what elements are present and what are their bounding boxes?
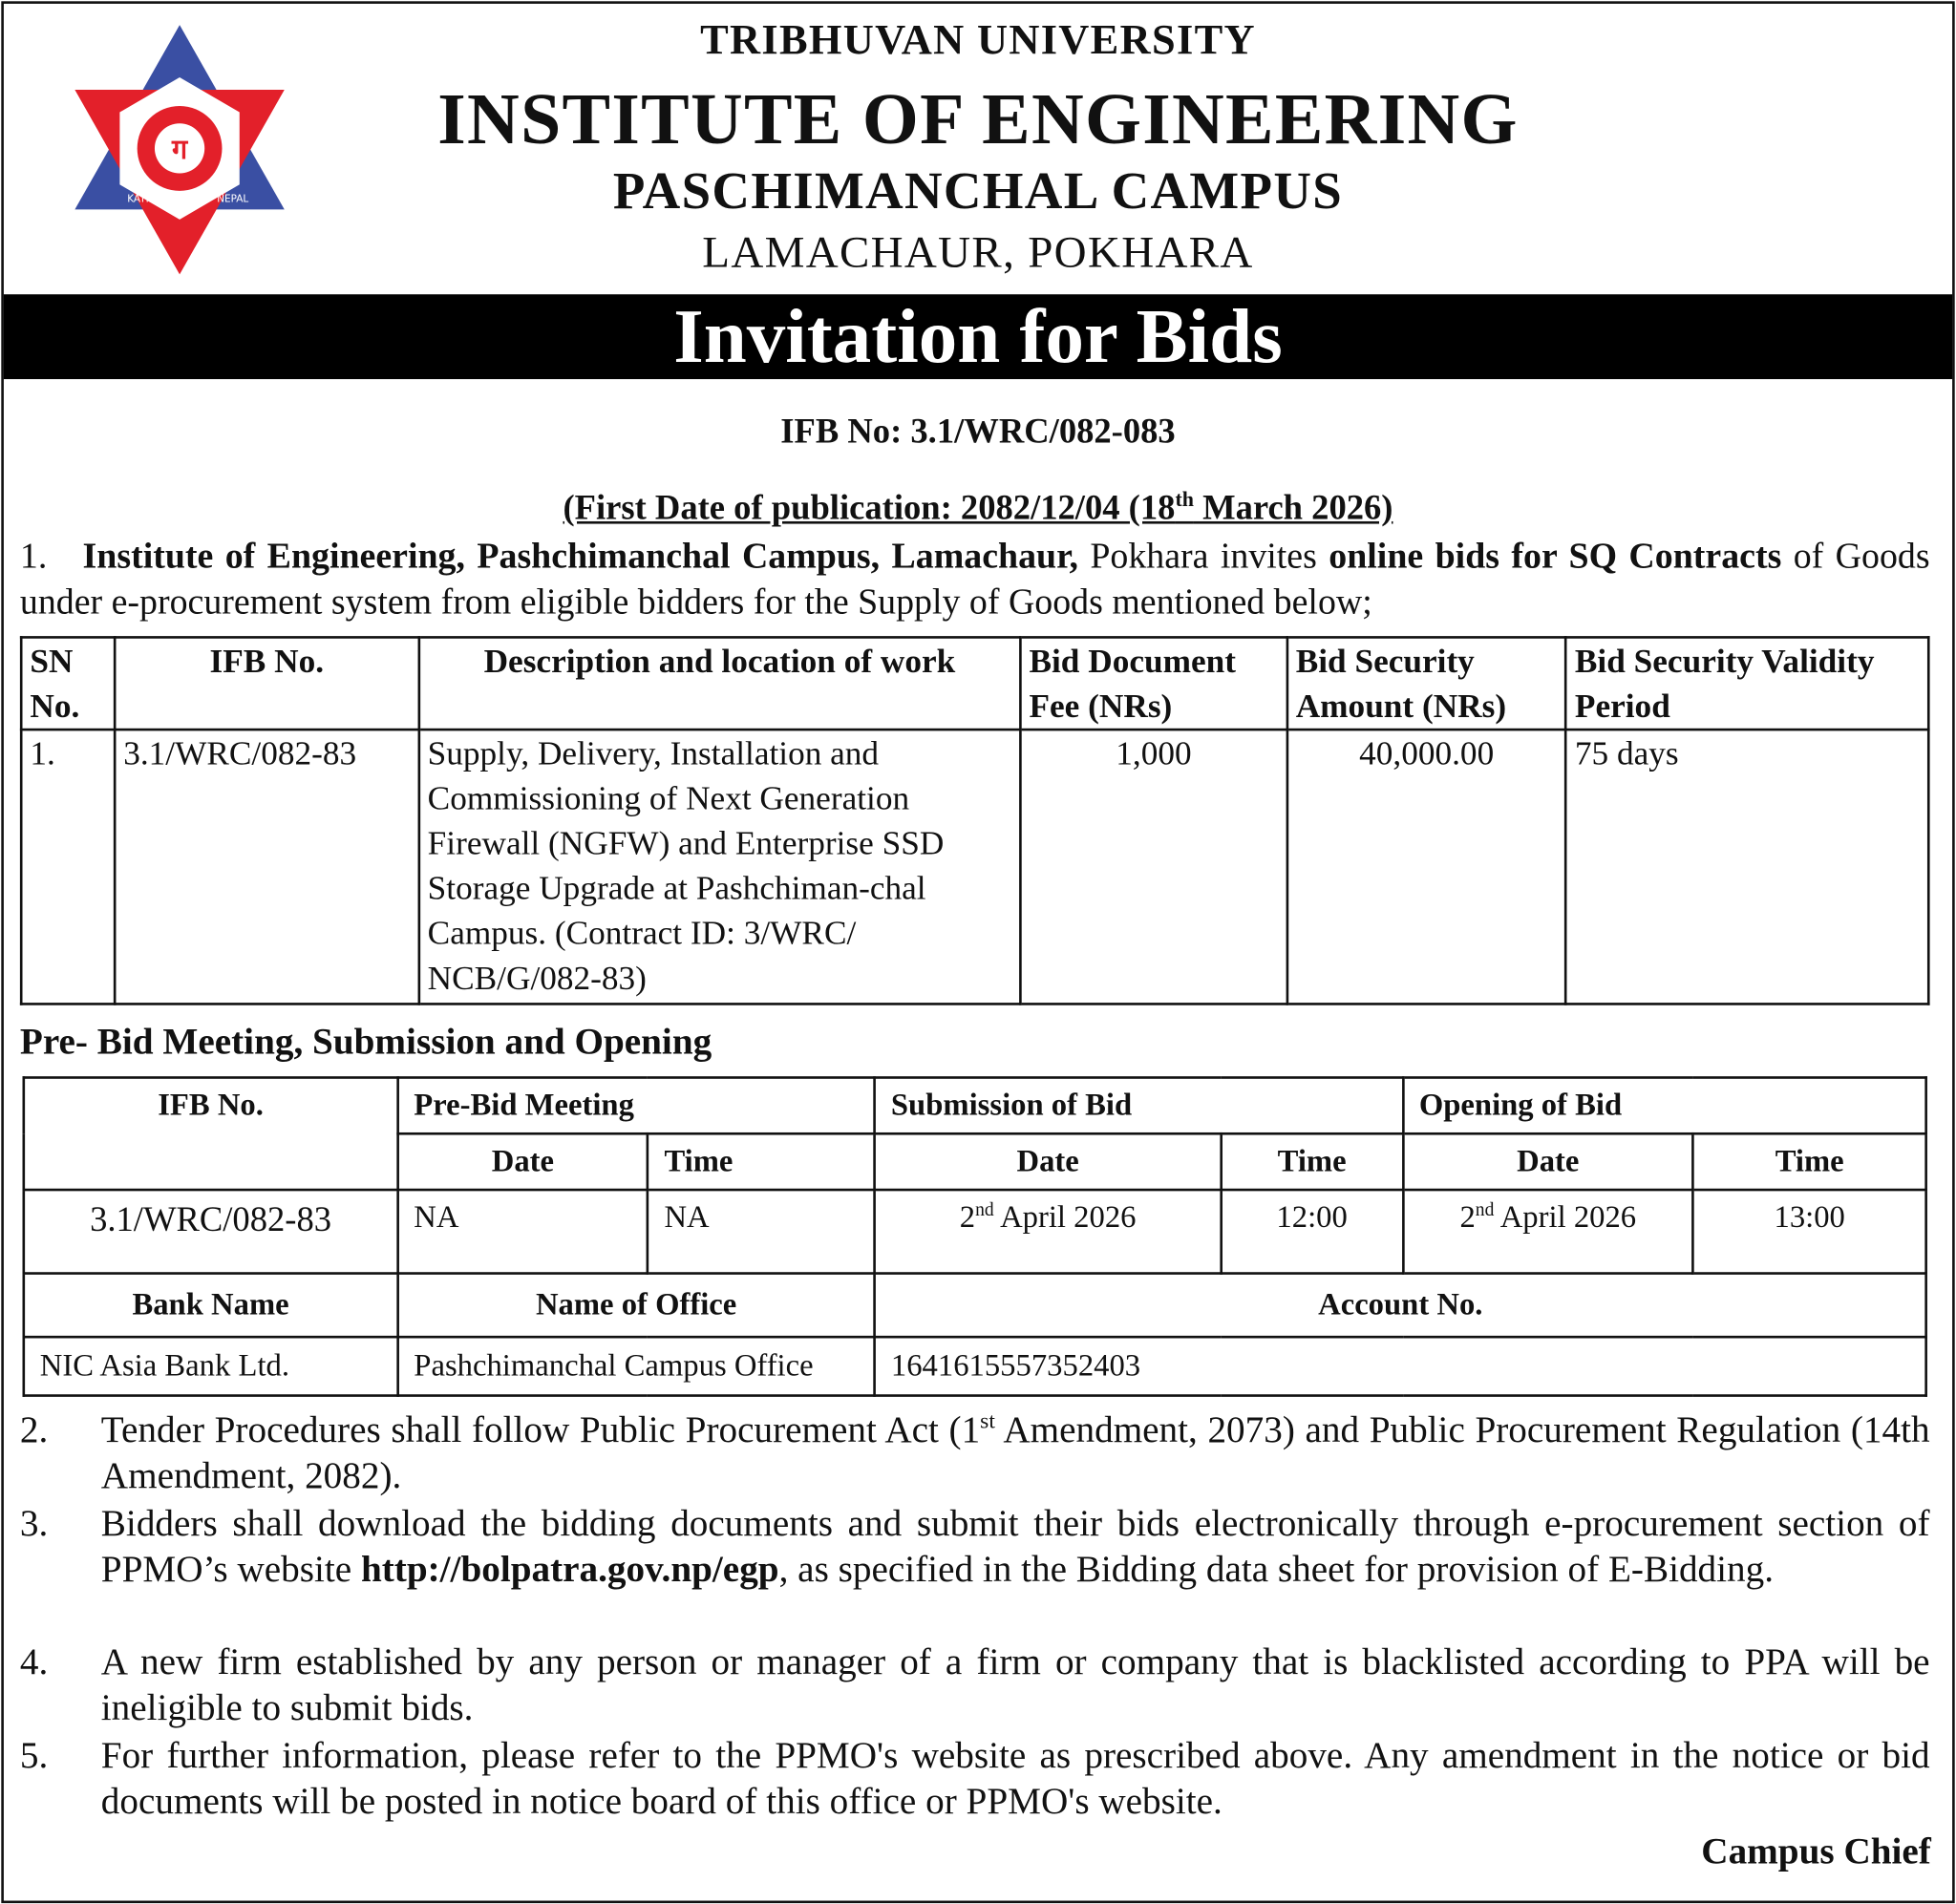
header-prebid: Pre-Bid Meeting	[397, 1077, 875, 1133]
university-name: TRIBHUVAN UNIVERSITY	[700, 17, 1256, 64]
cell-ifb: 3.1/WRC/082-83	[115, 730, 418, 1004]
cell-ifb: 3.1/WRC/082-83	[24, 1190, 397, 1274]
header-opening: Opening of Bid	[1403, 1077, 1926, 1133]
title-banner: Invitation for Bids	[4, 294, 1952, 379]
header-description: Description and location of work	[419, 637, 1021, 730]
cell-fee: 1,000	[1020, 730, 1286, 1004]
header-validity: Bid Security Validity Period	[1566, 637, 1928, 730]
ifb-number: IFB No: 3.1/WRC/082-083	[780, 413, 1176, 452]
table-row	[24, 1337, 1926, 1395]
cell-account: 1641615557352403	[875, 1337, 1926, 1395]
list-item: 5. For further information, please refer to the PPMO's website as prescribed above. Any amendment in the notice or bid documents will be posted in notice board of this office or PPMO's website.	[19, 1734, 1930, 1823]
cell-opening-date: 2nd April 2026	[1403, 1190, 1693, 1274]
cell-bank: NIC Asia Bank Ltd.	[24, 1337, 397, 1395]
header-prebid-time: Time	[648, 1133, 874, 1190]
list-item: 2. Tender Procedures shall follow Public Procurement Act (1st Amendment, 2073) and Public Procurement Regulation (14th Amendment, 2082).	[19, 1407, 1930, 1497]
ppmo-link[interactable]: http://bolpatra.gov.np/egp	[360, 1549, 779, 1591]
intro-paragraph: 1. Institute of Engineering, Pashchimanchal Campus, Lamachaur, Pokhara invites online bids for SQ Contracts of Goods under e-procurement system from eligible bidders for the Supply of Goods mentioned below;	[19, 536, 1930, 623]
publication-date: (First Date of publication: 2082/12/04 (18th March 2026)	[563, 487, 1393, 528]
header-ifb: IFB No.	[115, 637, 418, 730]
campus-name: PASCHIMANCHAL CAMPUS	[612, 163, 1344, 222]
header-opening-time: Time	[1693, 1133, 1926, 1190]
header-bank: Bank Name	[24, 1274, 397, 1338]
header-account: Account No.	[875, 1274, 1926, 1338]
cell-submission-date: 2nd April 2026	[875, 1190, 1221, 1274]
cell-prebid-date: NA	[397, 1190, 648, 1274]
header-security: Bid Security Amount (NRs)	[1287, 637, 1566, 730]
cell-prebid-time: NA	[648, 1190, 874, 1274]
header-submission-date: Date	[875, 1133, 1221, 1190]
cell-description: Supply, Delivery, Installation and Commissioning of Next Generation Firewall (NGFW) and Enterprise SSD Storage Upgrade at Pashchiman-chal Campus. (Contract ID: 3/WRC/ NCB/G/082-83)	[419, 730, 1021, 1004]
svg-text:KATHMANDU,: KATHMANDU,	[127, 193, 195, 205]
campus-location: LAMACHAUR, POKHARA	[702, 226, 1254, 277]
header-sn: SN No.	[21, 637, 115, 730]
header-office: Name of Office	[397, 1274, 875, 1338]
table-header-row	[21, 637, 1928, 730]
cell-office: Pashchimanchal Campus Office	[397, 1337, 875, 1395]
signature-campus-chief: Campus Chief	[1701, 1830, 1931, 1872]
list-item: 3. Bidders shall download the bidding documents and submit their bids electronically through e-procurement section of PPMO’s website http://bolpatra.gov.np/egp, as specified in the Bidding data sheet for provision of E-Bidding.	[19, 1502, 1930, 1591]
header-prebid-date: Date	[397, 1133, 648, 1190]
header-submission: Submission of Bid	[875, 1077, 1403, 1133]
section-title: Pre- Bid Meeting, Submission and Opening	[19, 1021, 712, 1063]
header-ifb: IFB No.	[24, 1077, 397, 1190]
cell-validity: 75 days	[1566, 730, 1928, 1004]
cell-security: 40,000.00	[1287, 730, 1566, 1004]
bid-items-table	[20, 636, 1930, 1005]
header-submission-time: Time	[1221, 1133, 1402, 1190]
table-row	[24, 1190, 1926, 1274]
cell-opening-time: 13:00	[1693, 1190, 1926, 1274]
schedule-table	[23, 1076, 1927, 1397]
cell-submission-time: 12:00	[1221, 1190, 1402, 1274]
svg-text:ग: ग	[171, 132, 188, 165]
table-row	[21, 730, 1928, 1004]
svg-text:NEPAL: NEPAL	[217, 193, 249, 205]
cell-sn: 1.	[21, 730, 115, 1004]
header-fee: Bid Document Fee (NRs)	[1020, 637, 1286, 730]
institute-name: INSTITUTE OF ENGINEERING	[437, 78, 1519, 160]
header-opening-date: Date	[1403, 1133, 1693, 1190]
list-item: 4. A new firm established by any person or manager of a firm or company that is blacklisted according to PPA will be ineligible to submit bids.	[19, 1640, 1930, 1729]
